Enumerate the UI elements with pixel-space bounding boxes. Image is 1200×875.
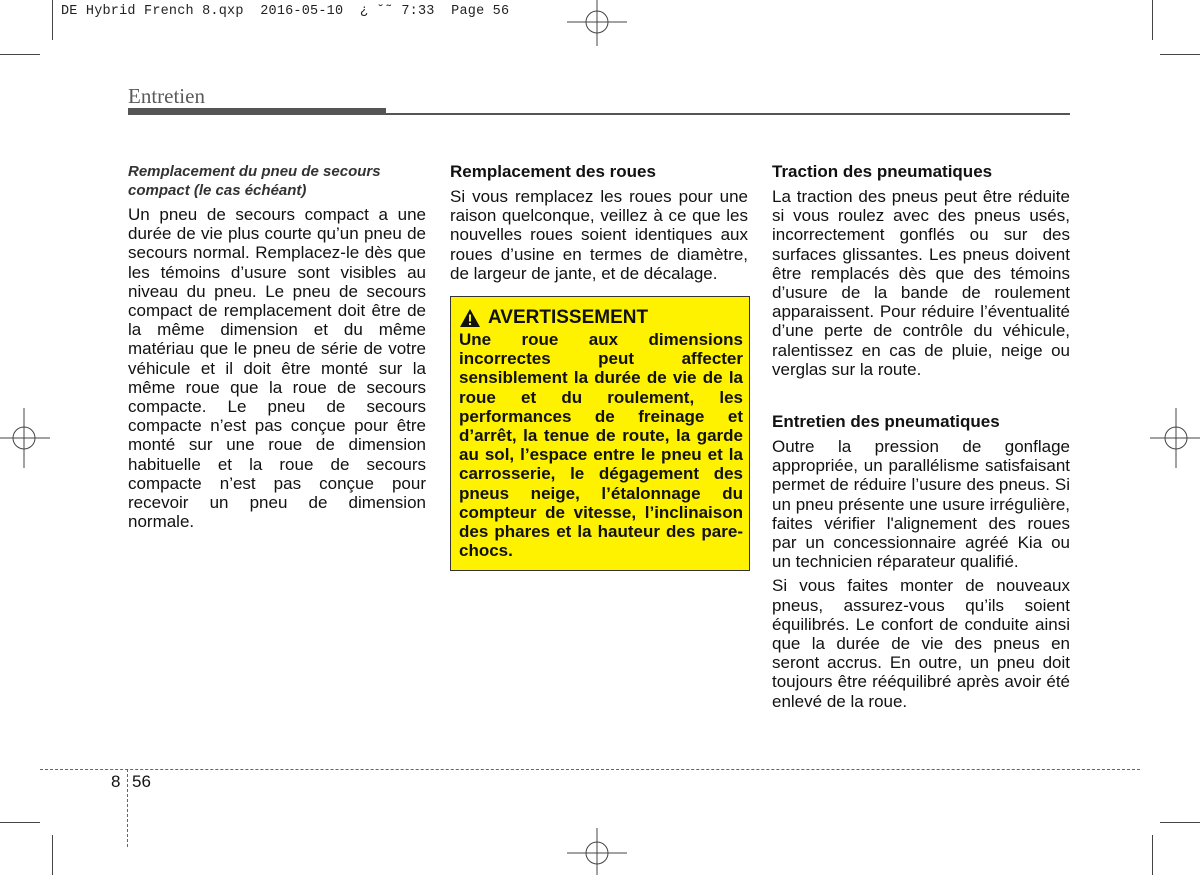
column-right <box>772 162 1070 711</box>
registration-mark-right <box>1150 408 1200 468</box>
heading-tire-maintenance: Entretien des pneumatiques <box>772 412 1000 432</box>
chapter-number: 8 <box>111 772 121 791</box>
crop-mark-bottom-left-horizontal <box>0 822 40 823</box>
print-slug: DE Hybrid French 8.qxp 2016-05-10 ¿ ˘˜ 7:33 Page 56 <box>61 4 510 19</box>
paragraph-tire-maintenance: Outre la pression de gonflage appropriée, un parallélisme satisfaisant permet de réduire l’usure des pneus. Si un pneu présente une usure irrégulière, faites vérifier l'alignement des roues par un concessionnaire agréé Kia ou un technicien réparateur qualifié. <box>772 437 1070 572</box>
crop-mark-top-right-horizontal <box>1160 54 1200 55</box>
registration-mark-left <box>0 408 50 468</box>
crop-mark-top-left-horizontal <box>0 54 40 55</box>
crop-mark-top-left-vertical <box>52 0 53 40</box>
header-rule-thick <box>128 108 386 115</box>
column-left <box>128 162 426 531</box>
registration-mark-top <box>567 0 627 46</box>
subheading-spare-tire: Remplacement du pneu de secours compact (le cas échéant) <box>128 163 381 199</box>
header-rule-thin <box>386 113 1070 115</box>
footer-dashed-rule <box>40 769 1140 770</box>
page-number: 56 <box>132 772 151 791</box>
paragraph-tire-traction: La traction des pneus peut être réduite si vous roulez avec des pneus usés, incorrectement gonflés ou sur des surfaces glissantes. Les pneus doivent être remplacés dès que des témoins d’usure de la bande de roulement apparaissent. Pour réduire l’éventualité d’une perte de contrôle du véhicule, ralentissez en cas de pluie, neige ou verglas sur la route. <box>772 187 1070 379</box>
crop-mark-bottom-left-vertical <box>52 835 53 875</box>
paragraph-wheel-replacement: Si vous remplacez les roues pour une raison quelconque, veillez à ce que les nouvelles roues soient identiques aux roues d’usine en termes de diamètre, de largeur de jante, et de décalage. <box>450 187 748 283</box>
warning-box <box>450 296 750 571</box>
crop-mark-bottom-right-horizontal <box>1160 822 1200 823</box>
warning-header <box>459 307 743 329</box>
warning-triangle-icon <box>459 308 481 328</box>
crop-mark-bottom-right-vertical <box>1152 835 1153 875</box>
heading-tire-traction: Traction des pneumatiques <box>772 162 993 181</box>
section-title: Entretien <box>128 84 205 108</box>
crop-mark-top-right-vertical <box>1152 0 1153 40</box>
warning-text: Une roue aux dimensions incorrectes peut affecter sensiblement la durée de vie de la roue et du roulement, les performances de freinage et d’arrêt, la tenue de route, la garde au sol, l’espace entre le pneu et la carrosserie, le dégagement des pneus neige, l’étalonnage du compteur de vitesse, l’inclinaison des phares et la hauteur des pare-chocs. <box>459 330 743 561</box>
paragraph-tire-balancing: Si vous faites monter de nouveaux pneus, assurez-vous qu’ils soient équilibrés. Le confort de conduite ainsi que la durée de vie des pneus en seront accrus. En outre, un pneu doit toujours être rééquilibré après avoir été enlevé de la roue. <box>772 576 1070 711</box>
heading-wheel-replacement: Remplacement des roues <box>450 162 656 181</box>
paragraph-spare-tire: Un pneu de secours compact a une durée de vie plus courte qu’un pneu de secours normal. Remplacez-le dès que les témoins d’usure sont visibles au niveau du pneu. Le pneu de secours compact de remplacement doit être de la même dimension et du même matériau que le pneu de série de votre véhicule et il doit être monté sur la même roue que la roue de secours compacte. Le pneu de secours compacte n’est pas conçue pour être monté sur une roue de dimension habituelle et la roue de secours compacte n’est pas conçue pour recevoir un pneu de dimension normale. <box>128 205 426 532</box>
warning-title: AVERTISSEMENT <box>488 307 649 329</box>
registration-mark-bottom <box>567 828 627 875</box>
footer-dashed-divider <box>127 769 128 847</box>
column-middle <box>450 162 748 571</box>
